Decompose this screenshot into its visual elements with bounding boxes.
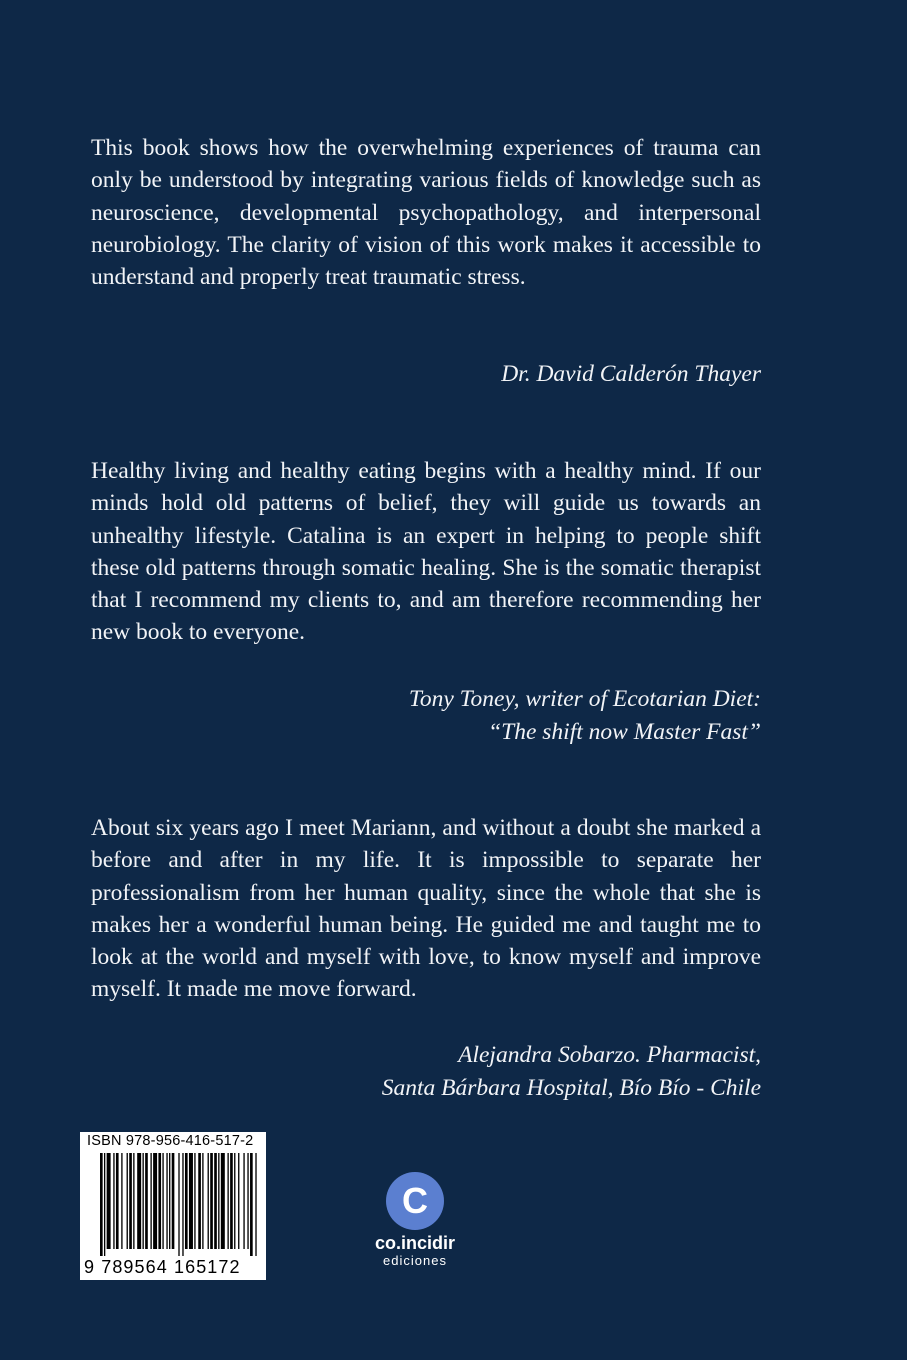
isbn-barcode [80, 1132, 266, 1280]
barcode-bar [218, 1153, 219, 1249]
barcode-bar [182, 1153, 183, 1256]
isbn-label: ISBN 978-956-416-517-2 [87, 1133, 254, 1149]
barcode-bar [142, 1153, 143, 1249]
barcode-bar [150, 1153, 151, 1249]
barcode-bar [247, 1153, 248, 1249]
barcode-bar [210, 1153, 213, 1249]
testimonial-3-attribution [382, 1039, 761, 1105]
barcode-bar [178, 1153, 179, 1256]
barcode-bar [234, 1153, 235, 1249]
barcode-bar [153, 1153, 157, 1249]
barcode-bar [166, 1153, 167, 1249]
testimonial-2-attribution [409, 683, 761, 749]
barcode-bar [121, 1153, 122, 1249]
barcode-bar [250, 1153, 253, 1256]
barcode-bar [202, 1153, 203, 1249]
barcode-bar [238, 1153, 239, 1249]
attribution-line: Dr. David Calderón Thayer [501, 361, 761, 387]
barcode-bar [194, 1153, 195, 1249]
barcode-bar [100, 1153, 103, 1256]
barcode-bar [243, 1153, 244, 1249]
barcode-bar [113, 1153, 114, 1249]
barcode-bar [189, 1153, 193, 1249]
barcode-bar [116, 1153, 119, 1249]
publisher-subtitle: ediciones [383, 1253, 447, 1268]
publisher-name: co.incidir [374, 1233, 455, 1253]
barcode-bar [107, 1153, 111, 1249]
publisher-logo-icon: C [386, 1172, 444, 1230]
attribution-line: Santa Bárbara Hospital, Bío Bío - Chile [381, 1075, 761, 1101]
barcode-bar [221, 1153, 225, 1249]
barcode-bar [214, 1153, 217, 1249]
barcode-bar [127, 1153, 128, 1249]
barcode-bar [145, 1153, 148, 1249]
barcode-digits: 9 789564 165172 [84, 1257, 241, 1277]
testimonial-1-attribution [501, 358, 761, 391]
barcode-bar [162, 1153, 163, 1249]
testimonial-3-text: About six years ago I meet Mariann, and without a doubt she marked a before and after in my life. It is impossible to separate her professionalism from her human quality, since the whole that she is makes her a wonderful human being. He guided me and taught me to look at the world and myself with love, to know myself and improve myself. It made me move forward. [91, 815, 761, 1003]
barcode-bar [208, 1153, 209, 1249]
barcode-bar [137, 1153, 141, 1249]
barcode-bar [255, 1153, 256, 1256]
barcode-bar [129, 1153, 132, 1249]
barcode-bar [172, 1153, 175, 1249]
barcode-bar [230, 1153, 233, 1249]
attribution-line: “The shift now Master Fast” [488, 719, 761, 745]
testimonial-2-text: Healthy living and healthy eating begins with a healthy mind. If our minds hold old patterns of belief, they will guide us towards an unhealthy lifestyle. Catalina is an expert in helping to people shift these old patterns through somatic healing. She is the somatic therapist that I recommend my clients to, and am therefore recommending her new book to everyone. [91, 458, 761, 646]
barcode-bar [158, 1153, 161, 1249]
barcode-bar [104, 1153, 105, 1256]
barcode-bar [198, 1153, 201, 1249]
barcode-bar [169, 1153, 170, 1249]
barcode-bar [185, 1153, 188, 1249]
barcode-bars [100, 1153, 258, 1256]
publisher-logo [363, 1172, 467, 1269]
barcode-bar [227, 1153, 228, 1249]
attribution-line: Tony Toney, writer of Ecotarian Diet: [408, 686, 761, 712]
testimonial-1-text: This book shows how the overwhelming experiences of trauma can only be understood by integrating various fields of knowledge such as neuroscience, developmental psychopathology, and interpersonal neurobiology. The clarity of vision of this work makes it accessible to understand and properly treat traumatic stress. [91, 135, 761, 291]
barcode-bar [133, 1153, 134, 1249]
attribution-line: Alejandra Sobarzo. Pharmacist, [458, 1042, 761, 1068]
